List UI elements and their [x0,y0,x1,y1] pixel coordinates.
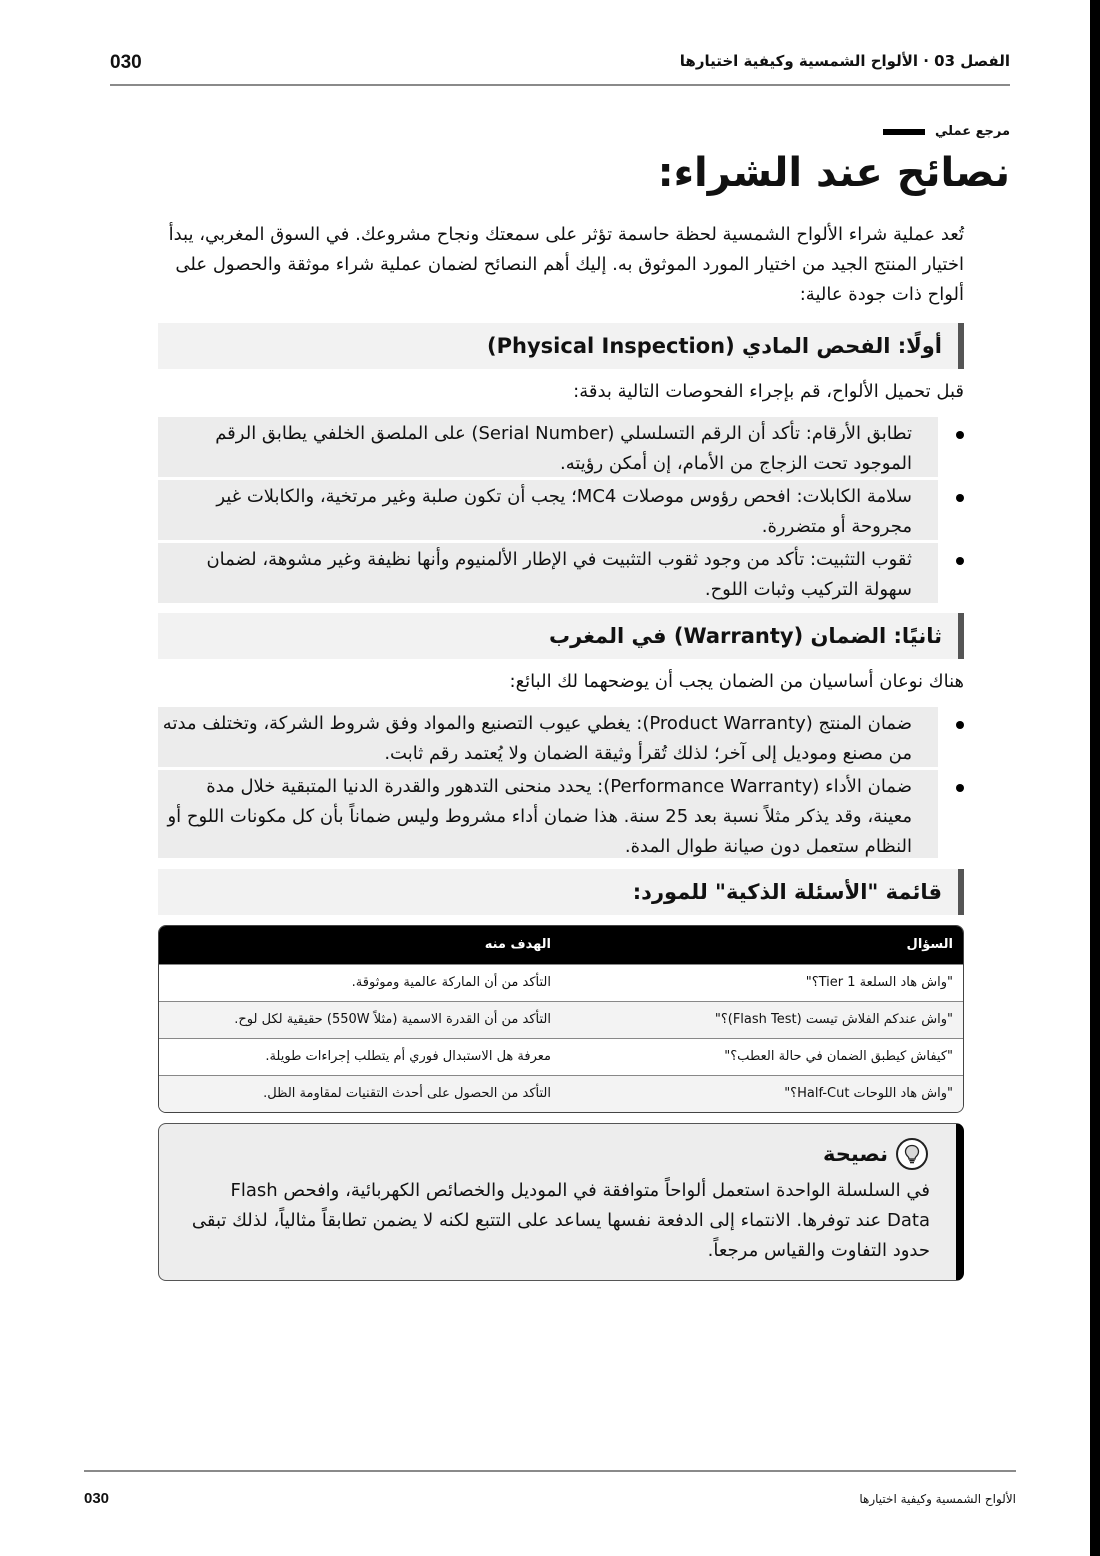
kicker-label: مرجع عملي [935,124,1010,139]
lightbulb-icon [896,1138,928,1170]
list-item: تطابق الأرقام: تأكد أن الرقم التسلسلي (Serial Number) على الملصق الخلفي يطابق الرقم الموجود تحت الزجاج من الأمام، إن أمكن رؤيته. [158,417,964,477]
footer-chapter-title: الألواح الشمسية وكيفية اختيارها [859,1492,1016,1506]
column-header-question: السؤال [906,937,953,952]
table-cell-question: "كيفاش كيطبق الضمان في حالة العطب؟" [724,1049,953,1064]
bullet-dot [956,721,964,729]
section-heading-text: ثانيًا: الضمان (Warranty) في المغرب [549,624,942,648]
section-heading-warranty [158,613,964,659]
column-header-purpose: الهدف منه [484,937,551,952]
tip-box [158,1123,964,1281]
page-header [110,48,1010,86]
list-item: سلامة الكابلات: افحص رؤوس موصلات MC4؛ يجب أن تكون صلبة وغير مرتخية، والكابلات غير مجروحة أو متضررة. [158,480,964,540]
section-heading-text: أولًا: الفحص المادي (Physical Inspection) [487,334,942,358]
list-item: ثقوب التثبيت: تأكد من وجود ثقوب التثبيت في الإطار الألمنيوم وأنها نظيفة وغير مشوهة، لضمان سهولة التركيب وثبات اللوح. [158,543,964,603]
kicker-bar [883,129,925,135]
section-heading-physical-inspection [158,323,964,369]
page-title: نصائح عند الشراء: [657,150,1010,196]
questions-table [158,925,964,1113]
page-edge-bar [1090,0,1100,1556]
intro-paragraph: تُعد عملية شراء الألواح الشمسية لحظة حاسمة تؤثر على سمعتك ونجاح مشروعك. في السوق المغربي، يبدأ اختيار المنتج الجيد من اختيار المورد الموثوق به. إليك أهم النصائح لضمان عملية شراء موثقة والحصول على ألواح ذات جودة عالية: [168,224,964,305]
header-page-number: 030 [110,52,142,73]
list-item: ضمان المنتج (Product Warranty): يغطي عيوب التصنيع والمواد وفق شروط الشركة، وتختلف مدته من مصنع وموديل إلى آخر؛ لذلك تُقرأ وثيقة الضمان ولا يُعتمد رقم ثابت. [158,707,964,767]
tip-header [823,1138,928,1170]
list-item: ضمان الأداء (Performance Warranty): يحدد منحنى التدهور والقدرة الدنيا المتبقية خلال مدة معينة، وقد يذكر مثلاً نسبة بعد 25 سنة. هذا ضمان أداء مشروط وليس ضماناً بأن كل مكونات اللوح أو النظام ستعمل دون صيانة طوال المدة. [158,770,964,858]
table-row [159,1038,963,1075]
kicker [883,124,1010,139]
table-cell-question: "واش هاد اللوحات Half-Cut؟" [784,1086,953,1101]
tip-body: في السلسلة الواحدة استعمل ألواحاً متوافقة في الموديل والخصائص الكهربائية، وافحص Flash Data عند توفرها. الانتماء إلى الدفعة نفسها يساعد على التتبع لكنه لا يضمن تطابقاً مثالياً، لذلك تبقى حدود التفاوت والقياس مرجعاً. [191,1180,930,1261]
table-row [159,964,963,1001]
bullet-dot [956,557,964,565]
table-row [159,1075,963,1112]
table-cell-purpose: التأكد من أن القدرة الاسمية (مثلاً 550W) حقيقية لكل لوح. [234,1012,551,1027]
table-header-row [159,926,963,964]
table-cell-question: "واش هاد السلعة Tier 1؟" [805,975,953,990]
table-cell-purpose: معرفة هل الاستبدال فوري أم يتطلب إجراءات طويلة. [265,1049,551,1064]
table-row [159,1001,963,1038]
table-cell-question: "واش عندكم الفلاش تيست (Flash Test)؟" [714,1012,953,1027]
tip-title: نصيحة [822,1142,888,1166]
bullet-dot [956,784,964,792]
table-cell-purpose: التأكد من أن الماركة عالمية وموثوقة. [351,975,551,990]
section-lead: هناك نوعان أساسيان من الضمان يجب أن يوضحهما لك البائع: [509,671,964,692]
header-chapter-title: الفصل 03 · الألواح الشمسية وكيفية اختيارها [679,52,1010,70]
bullet-dot [956,494,964,502]
footer-page-number: 030 [84,1490,110,1507]
bullet-list-inspection [158,417,964,606]
table-cell-purpose: التأكد من الحصول على أحدث التقنيات لمقاومة الظل. [263,1086,551,1101]
section-heading-smart-questions [158,869,964,915]
section-heading-text: قائمة "الأسئلة الذكية" للمورد: [632,880,942,904]
bullet-list-warranty [158,707,964,861]
bullet-dot [956,431,964,439]
page-footer [84,1470,1016,1512]
section-lead: قبل تحميل الألواح، قم بإجراء الفحوصات التالية بدقة: [573,381,964,402]
